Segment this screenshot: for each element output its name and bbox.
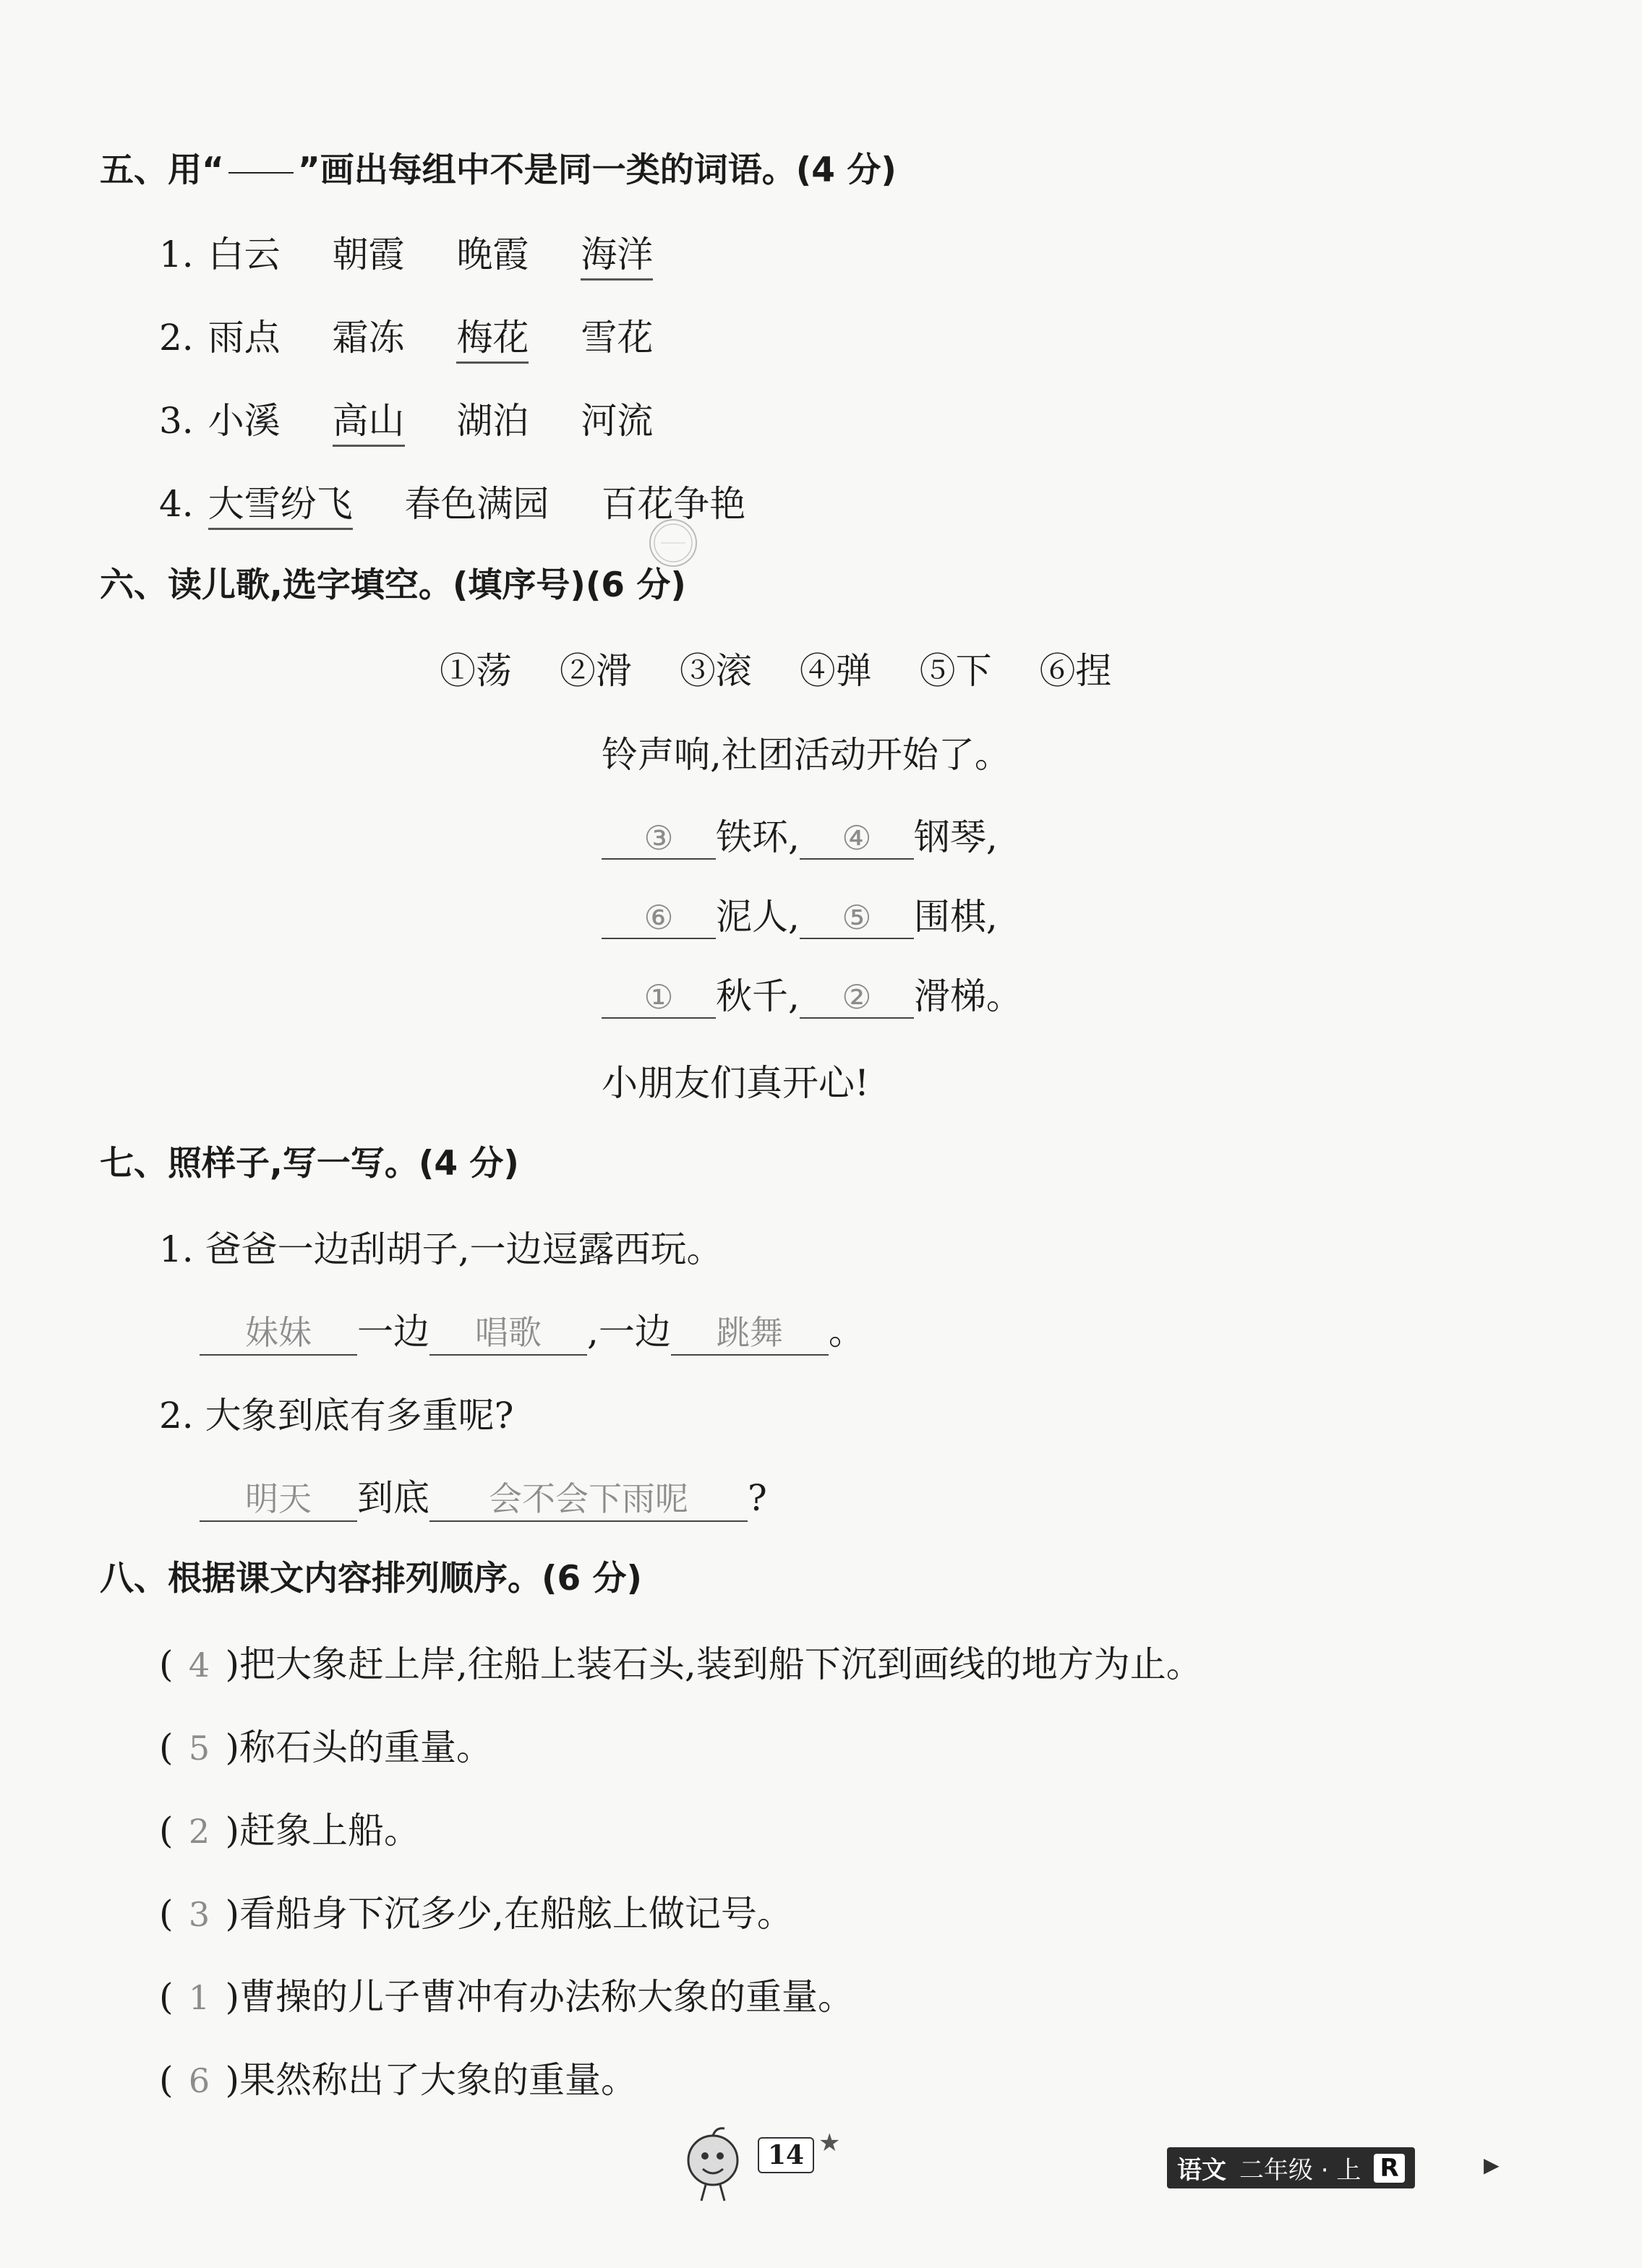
paren: ( — [159, 1810, 174, 1852]
answer-value: ⑥ — [643, 898, 674, 937]
option: ⑤下 — [919, 650, 992, 692]
answer-value: 明天 — [245, 1479, 312, 1518]
order-item — [159, 2051, 637, 2103]
word-marked: 梅花 — [456, 317, 529, 364]
underline-sample — [228, 172, 294, 174]
sentence-text: ? — [748, 1477, 767, 1519]
row-number: 1. — [159, 234, 194, 275]
section7-title: 七、照样子,写一写。(4 分) — [100, 1144, 519, 1184]
order-text: )曹操的儿子曹冲有办法称大象的重量。 — [225, 1976, 855, 2018]
word: 湖泊 — [456, 400, 529, 442]
section5-title-pre: 五、用“ — [100, 150, 224, 190]
answer-value: 妹妹 — [245, 1313, 312, 1352]
answer-blank — [800, 896, 914, 939]
answer-blank — [602, 816, 716, 860]
example-sentence-2: 2. 大象到底有多重呢? — [159, 1395, 514, 1437]
order-number: 5 — [188, 1729, 210, 1768]
answer-blank — [602, 896, 716, 939]
section6-title: 六、读儿歌,选字填空。(填序号)(6 分) — [100, 565, 686, 605]
grade-label — [1167, 2147, 1415, 2188]
answer-blank — [602, 975, 716, 1019]
section8-title: 八、根据课文内容排列顺序。(6 分) — [100, 1559, 643, 1599]
grade-text: 二年级 · 上 — [1239, 2156, 1361, 2185]
row-number: 2. — [159, 317, 194, 359]
word: 百花争艳 — [601, 483, 746, 525]
word-marked: 大雪纷飞 — [208, 483, 353, 530]
poem-line-2 — [602, 808, 998, 860]
s5-row-4 — [159, 475, 745, 527]
star-icon: ★ — [818, 2128, 841, 2157]
option: ⑥捏 — [1039, 650, 1112, 692]
sentence-text: 到底 — [357, 1477, 429, 1519]
section5-title-post: ”画出每组中不是同一类的词语。(4 分) — [297, 150, 897, 190]
option: ②滑 — [559, 650, 632, 692]
paren: ( — [159, 1976, 174, 2018]
word: 雪花 — [581, 317, 654, 359]
word-marked: 海洋 — [581, 234, 653, 281]
arrow-icon: ▶ — [1484, 2153, 1500, 2177]
word: 晚霞 — [456, 234, 529, 275]
order-number: 3 — [188, 1895, 210, 1934]
edition-badge: R — [1374, 2154, 1404, 2183]
word: 白云 — [208, 234, 281, 275]
poem-last-line: 小朋友们真开心! — [602, 1062, 870, 1104]
order-text: )赶象上船。 — [225, 1810, 421, 1852]
order-text: )称石头的重量。 — [225, 1726, 493, 1768]
sentence-text: 一边 — [357, 1311, 429, 1353]
word: 朝霞 — [332, 234, 405, 275]
s5-row-1 — [159, 226, 653, 278]
answer-sentence-2 — [200, 1469, 767, 1522]
word: 春色满园 — [404, 483, 550, 525]
answer-sentence-1 — [200, 1303, 865, 1356]
paren: ( — [159, 1893, 174, 1935]
order-number: 6 — [188, 2061, 210, 2100]
answer-value: 唱歌 — [475, 1313, 542, 1352]
option: ①荡 — [440, 650, 512, 692]
paren: ( — [159, 1643, 174, 1685]
row-number: 3. — [159, 400, 194, 442]
order-item — [159, 1719, 492, 1771]
poem-text: 秋千, — [716, 975, 800, 1017]
order-item — [159, 1968, 854, 2020]
poem-text: 铁环, — [716, 816, 800, 858]
answer-value: ④ — [842, 818, 872, 857]
order-item — [159, 1802, 420, 1854]
word: 霜冻 — [332, 317, 405, 359]
answer-blank — [429, 1306, 587, 1356]
sentence-text: 。 — [828, 1311, 865, 1353]
sentence-text: ,一边 — [587, 1311, 671, 1353]
poem-text: 围棋, — [913, 896, 998, 938]
answer-value: 会不会下雨呢 — [489, 1479, 688, 1518]
poem-text: 泥人, — [716, 896, 800, 938]
poem-line-1: 铃声响,社团活动开始了。 — [602, 734, 1011, 776]
word-marked: 高山 — [333, 400, 405, 447]
answer-value: ③ — [643, 818, 674, 857]
word: 河流 — [581, 400, 654, 442]
subject-label: 语文 — [1177, 2156, 1226, 2185]
order-item — [159, 1885, 793, 1937]
order-text: )看船身下沉多少,在船舷上做记号。 — [225, 1893, 793, 1935]
s5-row-2 — [159, 309, 653, 361]
page-number: 14 — [758, 2137, 814, 2173]
order-item — [159, 1635, 1202, 1687]
word: 小溪 — [208, 400, 281, 442]
paren: ( — [159, 2059, 174, 2101]
answer-blank — [800, 816, 914, 860]
answer-value: 跳舞 — [716, 1313, 783, 1352]
poem-line-4 — [602, 967, 1022, 1019]
answer-value: ⑤ — [842, 898, 872, 937]
answer-blank — [200, 1473, 357, 1522]
answer-blank — [429, 1473, 748, 1522]
word: 雨点 — [208, 317, 281, 359]
section5-title — [100, 143, 897, 192]
order-text: )果然称出了大象的重量。 — [225, 2059, 638, 2101]
poem-line-3 — [602, 888, 998, 940]
order-number: 2 — [188, 1812, 210, 1851]
answer-value: ① — [643, 977, 674, 1017]
option: ④弹 — [799, 650, 872, 692]
row-number: 4. — [159, 483, 194, 525]
answer-blank — [800, 975, 914, 1019]
answer-blank — [671, 1306, 829, 1356]
option-list — [440, 642, 1112, 694]
order-number: 4 — [188, 1646, 210, 1685]
poem-text: 钢琴, — [913, 816, 998, 858]
order-number: 1 — [188, 1978, 210, 2017]
poem-text: 滑梯。 — [913, 975, 1022, 1017]
s5-row-3 — [159, 392, 653, 444]
option: ③滚 — [679, 650, 752, 692]
mascot-icon — [680, 2126, 752, 2208]
paren: ( — [159, 1726, 174, 1768]
answer-blank — [200, 1306, 357, 1356]
order-text: )把大象赶上岸,往船上装石头,装到船下沉到画线的地方为止。 — [225, 1643, 1202, 1685]
answer-value: ② — [842, 977, 872, 1017]
example-sentence-1: 1. 爸爸一边刮胡子,一边逗露西玩。 — [159, 1228, 723, 1270]
